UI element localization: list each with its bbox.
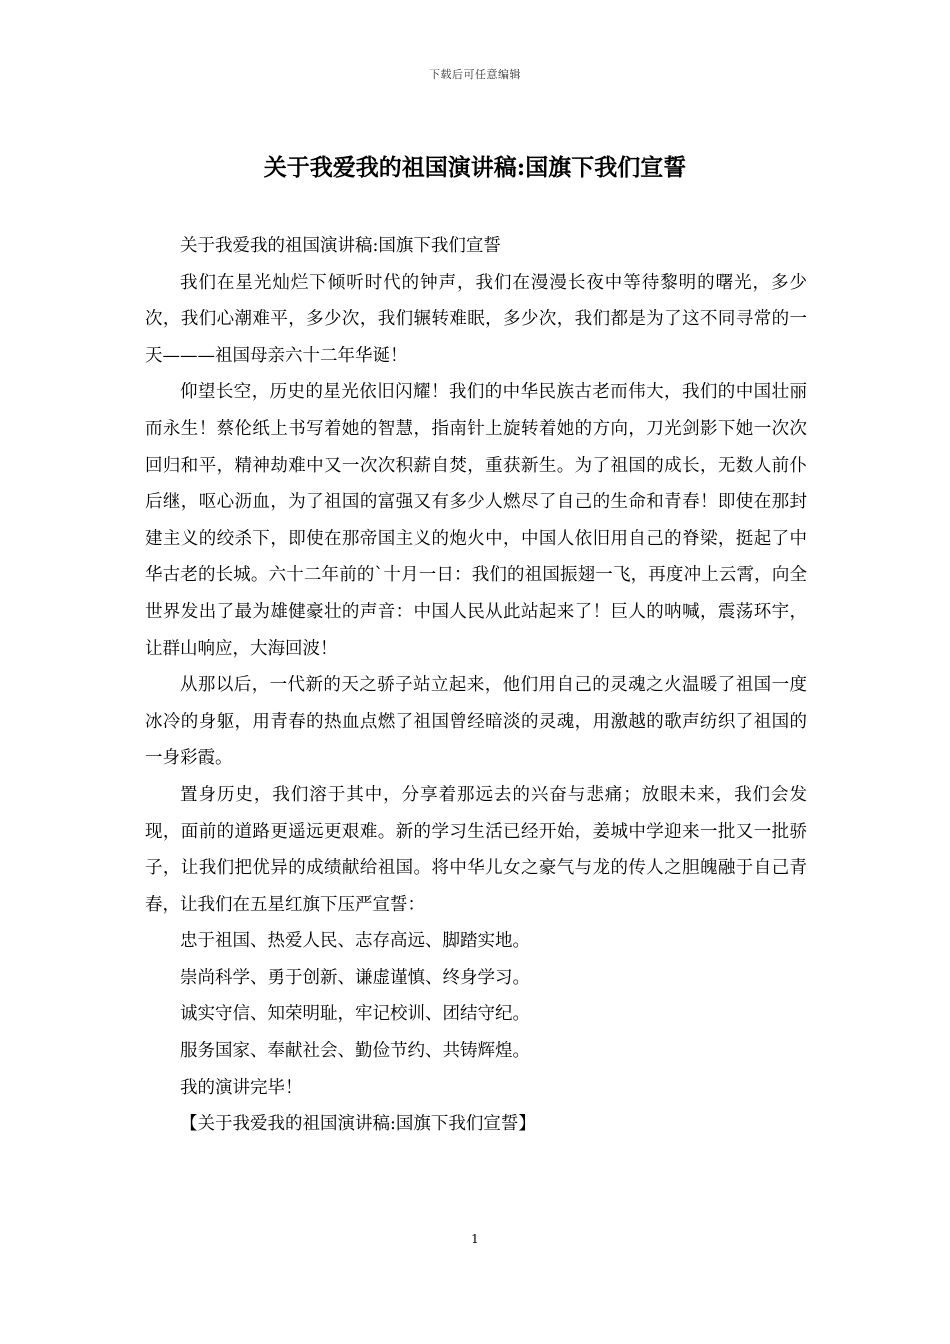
body-paragraph: 仰望长空，历史的星光依旧闪耀！我们的中华民族古老而伟大，我们的中国壮丽而永生！蔡伦纸上书写着她的智慧，指南针上旋转着她的方向，刀光剑影下她一次次回归和平，精神劫难中又一次次积薪自焚，重获新生。为了祖国的成长，无数人前仆后继，呕心沥血，为了祖国的富强又有多少人燃尽了自己的生命和青春！即使在那封建主义的绞杀下，即使在那帝国主义的炮火中，中国人依旧用自己的脊梁，挺起了中华古老的长城。六十二年前的`十月一日：我们的祖国振翅一飞，再度冲上云霄，向全世界发出了最为雄健豪壮的声音：中国人民从此站起来了！巨人的呐喊，震荡环宇，让群山响应，大海回波！ [145, 382, 807, 659]
header-note: 下载后可任意编辑 [429, 68, 521, 81]
body-paragraph: 置身历史，我们溶于其中，分享着那远去的兴奋与悲痛；放眼未来，我们会发现，面前的道路更遥远更艰难。新的学习生活已经开始，姜城中学迎来一批又一批骄子，让我们把优异的成绩献给祖国。将中华儿女之豪气与龙的传人之胆魄融于自己青春，让我们在五星红旗下压严宣誓： [145, 784, 807, 915]
body-paragraph: 关于我爱我的祖国演讲稿:国旗下我们宣誓 [180, 236, 501, 256]
pledge-line: 诚实守信、知荣明耻，牢记校训、团结守纪。 [180, 1004, 530, 1025]
closing-line: 我的演讲完毕！ [180, 1077, 303, 1098]
pledge-line: 崇尚科学、勇于创新、谦虚谨慎、终身学习。 [180, 967, 530, 988]
closing-title: 【关于我爱我的祖国演讲稿:国旗下我们宣誓】 [180, 1114, 536, 1135]
body-paragraph: 从那以后，一代新的天之骄子站立起来，他们用自己的灵魂之火温暖了祖国一度冰冷的身躯，用青春的热血点燃了祖国曾经暗淡的灵魂，用激越的歌声纺织了祖国的一身彩霞。 [145, 675, 807, 769]
document-title: 关于我爱我的祖国演讲稿:国旗下我们宣誓 [263, 154, 687, 181]
document-body [145, 228, 807, 1143]
pledge-line: 忠于祖国、热爱人民、志存高远、脚踏实地。 [180, 931, 530, 952]
page-number: 1 [471, 1232, 479, 1246]
body-paragraph: 我们在星光灿烂下倾听时代的钟声，我们在漫漫长夜中等待黎明的曙光，多少次，我们心潮难平，多少次，我们辗转难眠，多少次，我们都是为了这不同寻常的一天———祖国母亲六十二年华诞！ [145, 272, 807, 366]
pledge-line: 服务国家、奉献社会、勤俭节约、共铸辉煌。 [180, 1041, 530, 1062]
